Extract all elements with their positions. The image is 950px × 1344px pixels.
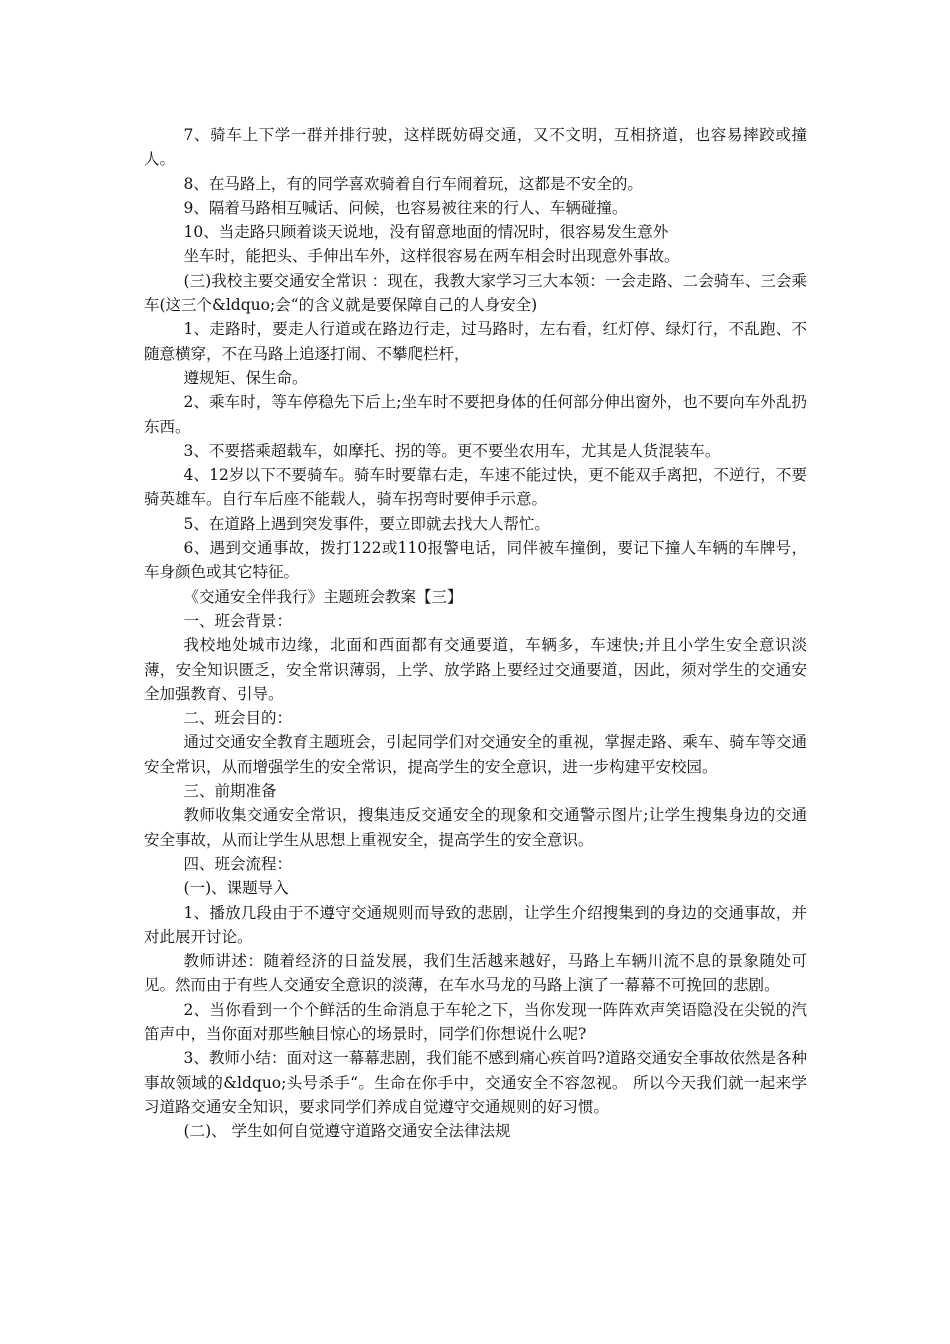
paragraph-emergency: 5、在道路上遇到突发事件，要立即就去找大人帮忙。 (183, 514, 550, 533)
paragraph-step-2: 2、当你看到一个个鲜活的生命消息于车轮之下，当你发现一阵阵欢声笑语隐没在尖锐的汽笛声中，当你面对那些触目惊心的场景时，同学们你想说什么呢? (144, 1000, 807, 1043)
paragraph-riding-bus: 2、乘车时，等车停稳先下后上;坐车时不要把身体的任何部分伸出窗外，也不要向车外乱扔东西。 (144, 393, 807, 436)
heading-process: 四、班会流程： (183, 854, 293, 873)
paragraph-rule-10: 10、当走路只顾着谈天说地，没有留意地面的情况时，很容易发生意外 (183, 223, 669, 242)
document-body (144, 123, 807, 1143)
paragraph-riding-car: 坐车时，能把头、手伸出车外，这样很容易在两车相会时出现意外事故。 (183, 247, 680, 266)
section-title: 《交通安全伴我行》主题班会教案【三】 (183, 587, 463, 606)
paragraph-overloaded: 3、不要搭乘超载车，如摩托、拐的等。更不要坐农用车，尤其是人货混装车。 (183, 441, 721, 460)
paragraph-follow-rules: 遵规矩、保生命。 (183, 368, 308, 387)
heading-part-2: (二)、 学生如何自觉遵守道路交通安全法律法规 (183, 1122, 511, 1141)
paragraph-step-1: 1、播放几段由于不遵守交通规则而导致的悲剧，让学生介绍搜集到的身边的交通事故，并对此展开讨论。 (144, 903, 807, 946)
heading-purpose: 二、班会目的： (183, 709, 293, 728)
paragraph-cycling: 4、12岁以下不要骑车。骑车时要靠右走，车速不能过快，更不能双手离把，不逆行，不要骑英雄车。自行车后座不能载人，骑车拐弯时要伸手示意。 (144, 466, 807, 509)
heading-introduction: (一)、课题导入 (183, 879, 289, 898)
paragraph-rule-8: 8、在马路上，有的同学喜欢骑着自行车闹着玩，这都是不安全的。 (183, 174, 643, 193)
paragraph-teacher-talk: 教师讲述：随着经济的日益发展，我们生活越来越好，马路上车辆川流不息的景象随处可见。然而由于有些人交通安全意识的淡薄，在车水马龙的马路上演了一幕幕不可挽回的悲剧。 (144, 952, 807, 995)
paragraph-step-3: 3、教师小结：面对这一幕幕悲剧，我们能不感到痛心疾首吗?道路交通安全事故依然是各种事故领域的&ldquo;头号杀手“。生命在你手中，交通安全不容忽视。 所以今天我们就一起来学习道路交通安全知识，要求同学们养成自觉遵守交通规则的好习惯。 (144, 1049, 807, 1116)
paragraph-section-3-intro: (三)我校主要交通安全常识 ：现在，我教大家学习三大本领：一会走路、二会骑车、三会乘车(这三个&ldquo;会“的含义就是要保障自己的人身安全) (144, 271, 807, 315)
heading-preparation: 三、前期准备 (183, 782, 277, 801)
paragraph-background: 我校地处城市边缘，北面和西面都有交通要道，车辆多，车速快;并且小学生安全意识淡薄，安全知识匮乏，安全常识薄弱，上学、放学路上要经过交通要道，因此，须对学生的交通安全加强教育、引导。 (144, 636, 807, 703)
heading-background: 一、班会背景： (183, 611, 293, 630)
paragraph-rule-7: 7、骑车上下学一群并排行驶，这样既妨碍交通，又不文明，互相挤道，也容易摔跤或撞人。 (144, 126, 807, 169)
paragraph-rule-9: 9、隔着马路相互喊话、问候，也容易被往来的行人、车辆碰撞。 (183, 198, 628, 217)
paragraph-accident: 6、遇到交通事故，拨打122或110报警电话，同伴被车撞倒，要记下撞人车辆的车牌号，车身颜色或其它特征。 (144, 539, 807, 582)
paragraph-purpose: 通过交通安全教育主题班会，引起同学们对交通安全的重视，掌握走路、乘车、骑车等交通安全常识，从而增强学生的安全常识，提高学生的安全意识，进一步构建平安校园。 (144, 733, 807, 776)
paragraph-walking: 1、走路时，要走人行道或在路边行走，过马路时，左右看，红灯停、绿灯行，不乱跑、不随意横穿，不在马路上追逐打闹、不攀爬栏杆， (144, 320, 807, 363)
paragraph-preparation: 教师收集交通安全常识，搜集违反交通安全的现象和交通警示图片;让学生搜集身边的交通安全事故，从而让学生从思想上重视安全，提高学生的安全意识。 (144, 806, 807, 849)
